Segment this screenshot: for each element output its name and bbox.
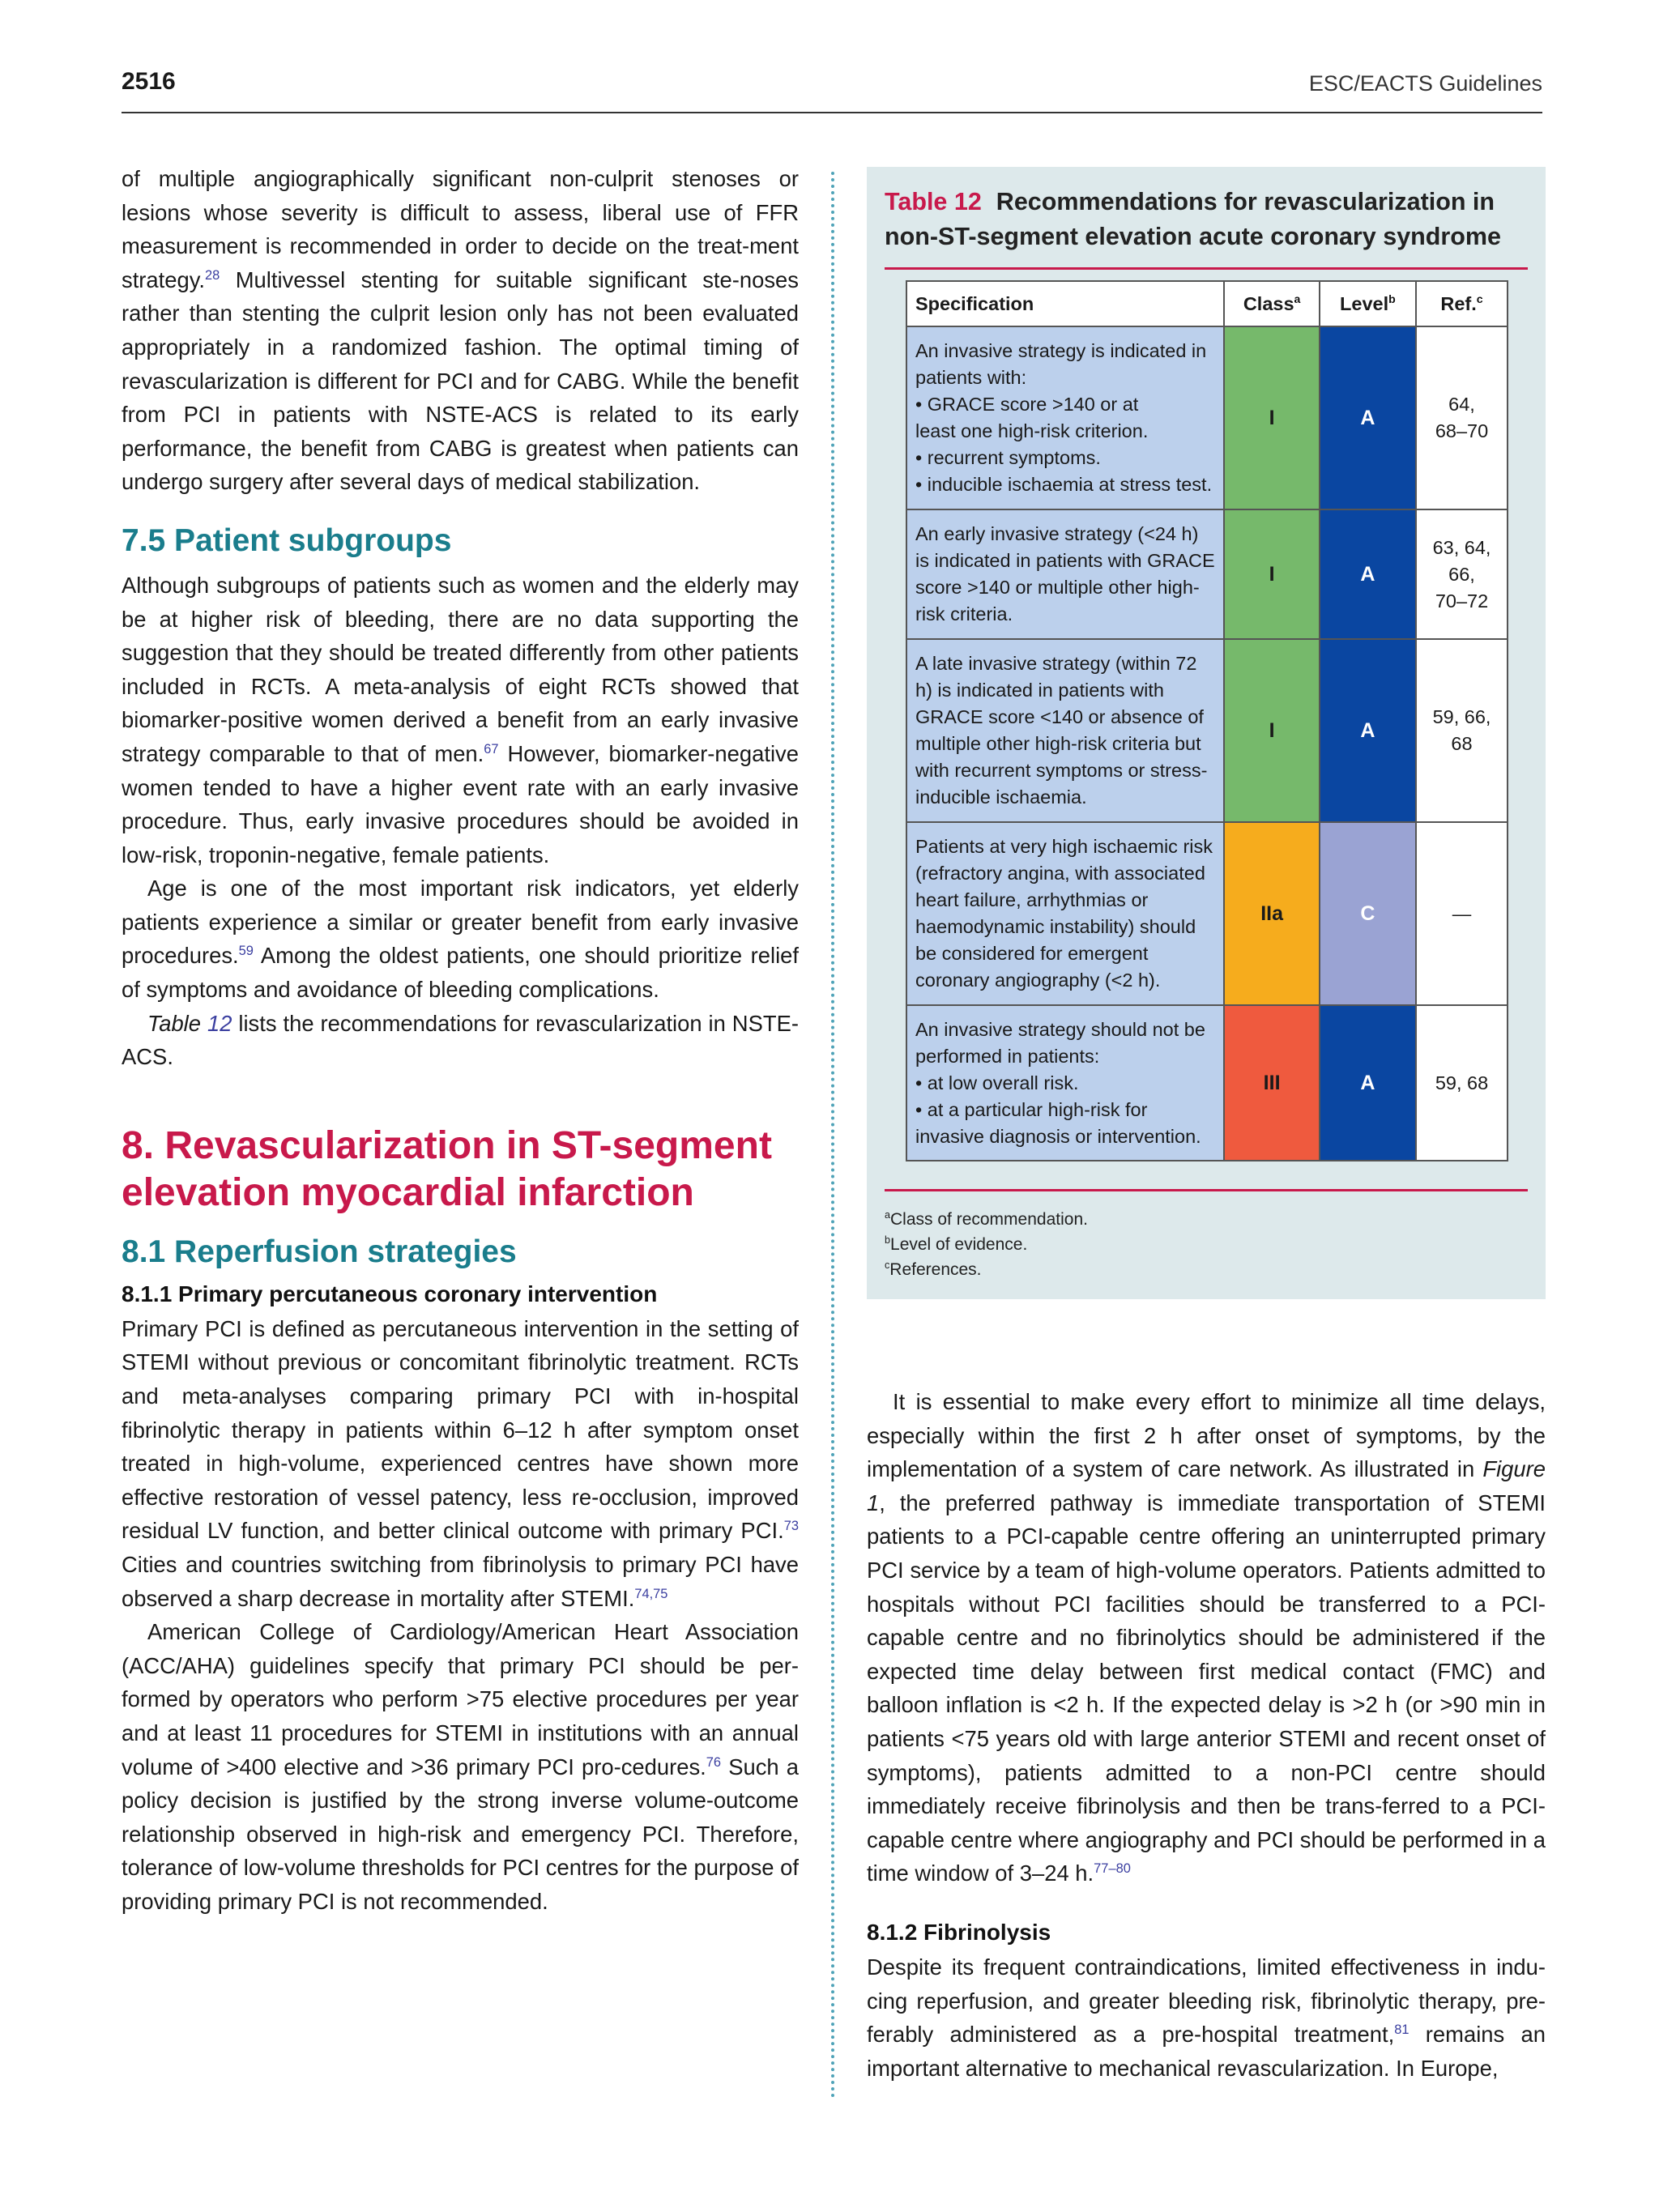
citation-link[interactable]: 74,75 xyxy=(634,1586,668,1601)
level-cell: C xyxy=(1320,822,1416,1005)
level-cell: A xyxy=(1320,1005,1416,1161)
spec-cell: An invasive strategy should not be performed in patients: • at low overall risk. • at a particular high-risk for invasive diagnosis or intervention. xyxy=(906,1005,1224,1161)
citation-link[interactable]: 77–80 xyxy=(1094,1861,1131,1877)
subsection-heading-8-1-1: 8.1.1 Primary percutaneous coronary intervention xyxy=(122,1281,658,1306)
citation-link[interactable]: 28 xyxy=(205,267,220,283)
table-row xyxy=(906,326,1508,509)
ref-cell: 63, 64, 66, 70–72 xyxy=(1416,509,1508,639)
header-specification: Specification xyxy=(906,281,1224,326)
table-12-box xyxy=(867,167,1546,1299)
figure-link[interactable]: Figure 1 xyxy=(867,1456,1546,1515)
paragraph: Primary PCI is defined as percutaneous intervention in the setting of STEMI without previous or concomitant fibrinolytic treatment. RCTs and meta-analyses comparing primary PCI with in-hospital fibrinolytic therapy in patients within 6–12 h after symptom onset treated in high-volume, experienced centres have shown more effective restoration of vessel patency, less re-occlusion, improved residual LV function, and better clinical outcome with primary PCI.$^{73}$ Cities and countries switching from fibrinolysis to primary PCI have observed a sharp decrease in mortality after STEMI.$^{74,75}$ xyxy=(122,1315,799,1611)
table-footnotes xyxy=(885,1207,1088,1282)
table-link[interactable]: 12 xyxy=(207,1010,232,1036)
section-heading-7-5: 7.5 Patient subgroups xyxy=(122,522,452,558)
class-cell: III xyxy=(1224,1005,1319,1161)
level-cell: A xyxy=(1320,639,1416,822)
class-cell: IIa xyxy=(1224,822,1319,1005)
ref-cell: — xyxy=(1416,822,1508,1005)
paragraph: Table 12 lists the recommendations for revascularization in NSTE-ACS. xyxy=(122,1010,799,1070)
table-header-row xyxy=(906,281,1508,326)
left-column xyxy=(122,162,799,1919)
caption-rule xyxy=(885,267,1528,270)
class-cell: I xyxy=(1224,326,1319,509)
right-column xyxy=(867,1385,1546,2085)
footnote: $^b$Level of evidence. xyxy=(885,1234,1028,1254)
ref-cell: 64, 68–70 xyxy=(1416,326,1508,509)
citation-link[interactable]: 76 xyxy=(706,1754,722,1770)
ref-cell: 59, 66, 68 xyxy=(1416,639,1508,822)
column-divider xyxy=(831,172,834,2099)
spec-cell: A late invasive strategy (within 72 h) is indicated in patients with GRACE score <140 or absence of multiple other high-risk criteria but with recurrent symptoms or stress-inducible ischaemia. xyxy=(906,639,1224,822)
running-title: ESC/EACTS Guidelines xyxy=(1308,71,1542,96)
paragraph: Age is one of the most important risk indicators, yet elderly patients experience a similar or greater benefit from early invasive procedures.$^{59}$ Among the oldest patients, one should prioritize relief of symptoms and avoidance of bleeding complications. xyxy=(122,876,799,1003)
ref-cell: 59, 68 xyxy=(1416,1005,1508,1161)
table-row xyxy=(906,822,1508,1005)
class-cell: I xyxy=(1224,509,1319,639)
footnote: $^c$References. xyxy=(885,1259,982,1279)
spec-cell: An early invasive strategy (<24 h) is indicated in patients with GRACE score >140 or multiple other high-risk criteria. xyxy=(906,509,1224,639)
citation-link[interactable]: 81 xyxy=(1394,2022,1410,2037)
table-title: Recommendations for revascularization in non-ST-segment elevation acute coronary syndrome xyxy=(885,188,1501,250)
table-row xyxy=(906,509,1508,639)
paragraph: Although subgroups of patients such as women and the elderly may be at higher risk of bleeding, there are no data supporting the suggestion that they should be treated differently from other patients included in RCTs. A meta-analysis of eight RCTs showed that biomarker-positive women derived a benefit from an early invasive strategy comparable to that of men.$^{67}$ However, biomarker-negative women tended to have a higher event rate with an early invasive procedure. Thus, early invasive procedures should be avoided in low-risk, troponin-negative, female patients. xyxy=(122,572,799,867)
page-number: 2516 xyxy=(122,68,176,95)
level-cell: A xyxy=(1320,326,1416,509)
paragraph: of multiple angiographically significant non-culprit stenoses or lesions whose severity is difficult to assess, liberal use of FFR measurement is recommended in order to decide on the treat-ment strategy.$^{28}$ Multivessel stenting for suitable significant ste-noses rather than stenting the culprit lesion only has not been evaluated appropriately in a randomized fashion. The optimal timing of revascularization is different for PCI and for CABG. While the benefit from PCI in patients with NSTE-ACS is related to its early performance, the benefit from CABG is greatest when patients can undergo surgery after several days of medical stabilization. xyxy=(122,166,799,495)
table-label: Table 12 xyxy=(885,188,982,215)
spec-cell: An invasive strategy is indicated in patients with: • GRACE score >140 or at least one high-risk criterion. • recurrent symptoms. • inducible ischaemia at stress test. xyxy=(906,326,1224,509)
paragraph: American College of Cardiology/American Heart Association (ACC/AHA) guidelines specify that primary PCI should be per-formed by operators who perform >75 elective procedures per year and at least 11 procedures for STEMI in institutions with an annual volume of >400 elective and >36 primary PCI pro-cedures.$^{76}$ Such a policy decision is justified by the strong inverse volume-outcome relationship observed in high-risk and emergency PCI. Therefore, tolerance of low-volume thresholds for PCI centres for the purpose of providing primary PCI is not recommended. xyxy=(122,1619,799,1914)
class-cell: I xyxy=(1224,639,1319,822)
table-row xyxy=(906,1005,1508,1161)
header-ref: Ref.$^c$ xyxy=(1416,281,1508,326)
paragraph: It is essential to make every effort to minimize all time delays, especially within the first 2 h after onset of symptoms, by the implementation of a system of care network. As illustrated in Figure 1, the preferred pathway is immediate transportation of STEMI patients to a PCI-capable centre offering an uninterrupted primary PCI service by a team of high-volume operators. Patients admitted to hospitals without PCI facilities should be transferred to a PCI-capable centre and no fibrinolytics should be administered if the expected time delay between first medical contact (FMC) and balloon inflation is <2 h. If the expected delay is >2 h (or >90 min in patients <75 years old with large anterior STEMI and recent onset of symptoms), patients admitted to a non-PCI centre should immediately receive fibrinolysis and then be trans-ferred to a PCI-capable centre where angiography and PCI should be performed in a time window of 3–24 h.$^{77-80}$ xyxy=(867,1389,1546,1886)
spec-cell: Patients at very high ischaemic risk (refractory angina, with associated heart failure, arrhythmias or haemodynamic instability) should be considered for emergent coronary angiography (<2 h). xyxy=(906,822,1224,1005)
level-cell: A xyxy=(1320,509,1416,639)
citation-link[interactable]: 67 xyxy=(484,741,499,757)
table-bottom-rule xyxy=(885,1189,1528,1191)
header-class: Class$^a$ xyxy=(1224,281,1319,326)
table-caption xyxy=(885,185,1533,254)
citation-link[interactable]: 59 xyxy=(238,944,254,959)
footnote: $^a$Class of recommendation. xyxy=(885,1209,1088,1229)
recommendations-table xyxy=(906,280,1508,1161)
section-heading-8-1: 8.1 Reperfusion strategies xyxy=(122,1234,517,1269)
header-rule xyxy=(122,112,1542,113)
header-level: Level$^b$ xyxy=(1320,281,1416,326)
table-row xyxy=(906,639,1508,822)
citation-link[interactable]: 73 xyxy=(783,1519,799,1534)
chapter-heading-8: 8. Revascularization in ST-segment elevation myocardial infarction xyxy=(122,1123,772,1214)
subsection-heading-8-1-2: 8.1.2 Fibrinolysis xyxy=(867,1919,1051,1945)
paragraph: Despite its frequent contraindications, limited effectiveness in indu-cing reperfusion, and greater bleeding risk, fibrinolytic therapy, pre-ferably administered as a pre-hospital treatment,$^{81}$ remains an important alternative to mechanical revascularization. In Europe, xyxy=(867,1954,1546,2081)
